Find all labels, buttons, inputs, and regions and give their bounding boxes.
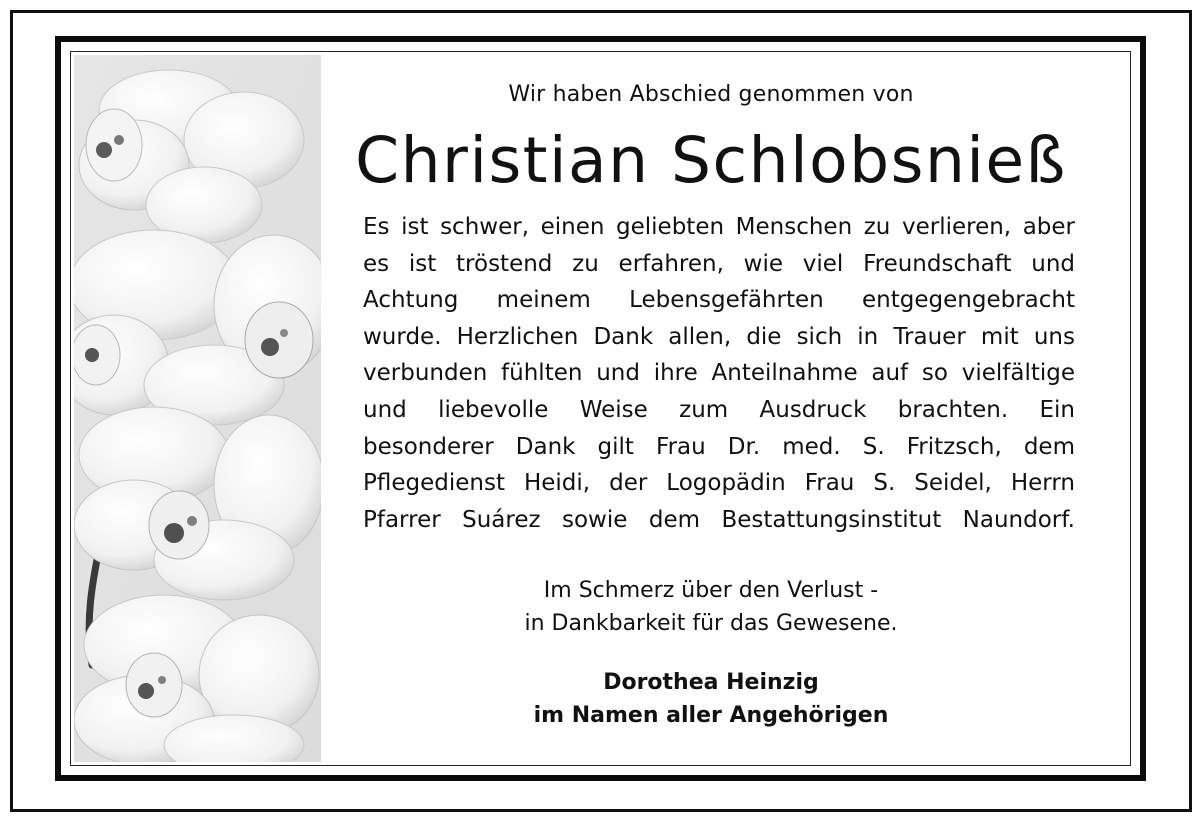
closing-text <box>341 574 1081 640</box>
signature-block <box>341 666 1081 732</box>
body-line: wurde. Herzlichen Dank allen, die sich in Trauer mit uns <box>363 323 1075 350</box>
body-line: es ist tröstend zu erfahren, wie viel Freundschaft und <box>363 250 1075 277</box>
inner-frame <box>70 51 1131 766</box>
body-line: und liebevolle Weise zum Ausdruck brachten. Ein <box>363 396 1075 423</box>
orchid-flower-4 <box>74 595 319 762</box>
notice-text <box>341 52 1101 765</box>
signatory-name: Dorothea Heinzig <box>603 670 819 695</box>
body-line: Achtung meinem Lebensgefährten entgegengebracht <box>363 287 1075 314</box>
mourning-frame <box>55 36 1146 781</box>
body-line: besonderer Dank gilt Frau Dr. med. S. Fritzsch, dem <box>363 433 1075 460</box>
closing-line: Im Schmerz über den Verlust - <box>543 578 879 603</box>
page-border <box>10 10 1192 812</box>
body-line: Pflegedienst Heidi, der Logopädin Frau S. Seidel, Herrn <box>363 470 1075 497</box>
orchid-image <box>74 55 321 762</box>
body-line: Es ist schwer, einen geliebten Menschen zu verlieren, aber <box>363 214 1075 240</box>
thank-you-paragraph <box>363 209 1075 538</box>
intro-line: Wir haben Abschied genommen von <box>508 82 914 107</box>
body-line: verbunden fühlten und ihre Anteilnahme auf so vielfältige <box>363 360 1075 387</box>
deceased-name: Christian Schlobsnieß <box>355 124 1067 197</box>
body-line: Pfarrer Suárez sowie dem Bestattungsinstitut Naundorf. <box>363 506 1075 533</box>
closing-line: in Dankbarkeit für das Gewesene. <box>524 611 898 636</box>
signatory-note: im Namen aller Angehörigen <box>533 703 889 728</box>
